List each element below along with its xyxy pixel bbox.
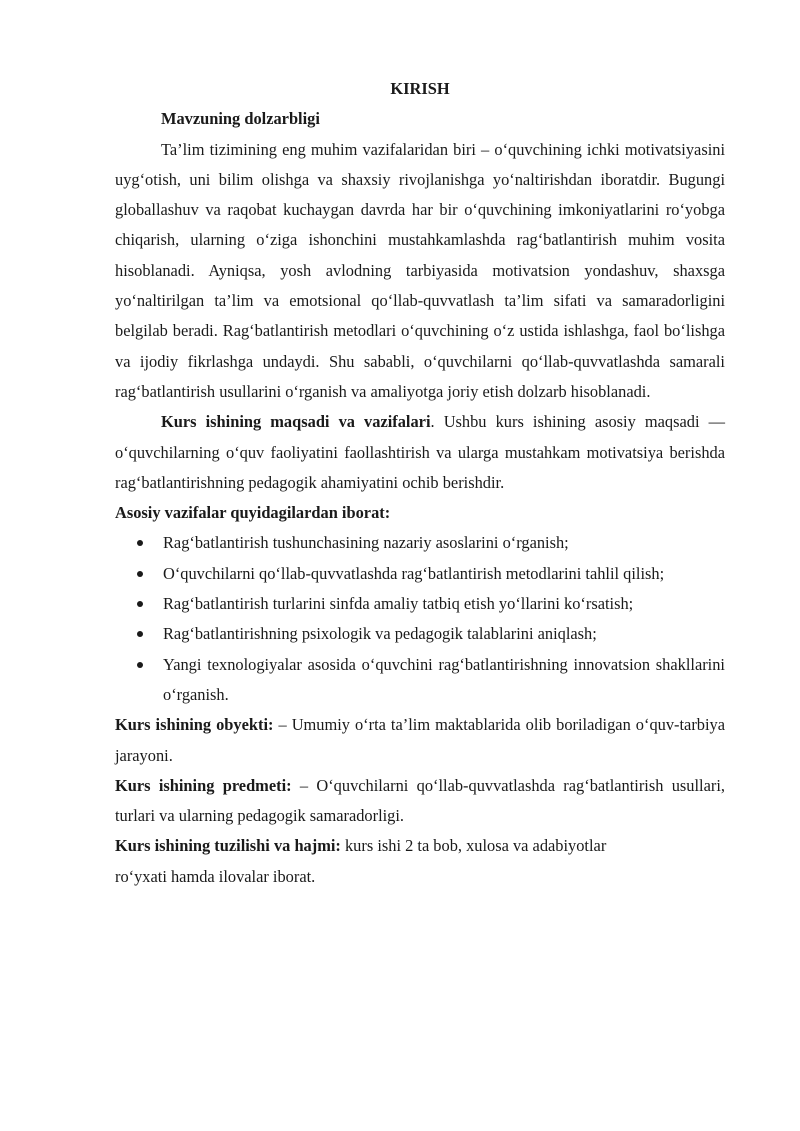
task-text: Rag‘batlantirishning psixologik va pedagogik talablarini aniqlash; (163, 624, 597, 644)
goal-label: Kurs ishining maqsadi va vazifalari (161, 412, 431, 432)
object-text: – Umumiy o‘rta ta’lim maktablarida olib boriladigan o‘quv-tarbiya jarayoni. (115, 715, 725, 765)
page-title: KIRISH (390, 79, 450, 98)
bullet-icon (137, 662, 143, 668)
relevance-paragraph: Ta’lim tizimining eng muhim vazifalaridan biri – o‘quvchining ichki motivatsiyasini uyg‘otish, uni bilim olishga va shaxsiy rivojlanishga yo‘naltirishdan iboratdir. Bugungi globallashuv va raqobat kuchaygan davrda har bir o‘quvchining imkoniyatlarini ro‘yobga chiqarish, ularning o‘ziga ishonchini mustahkamlashda rag‘batlantirish muhim vosita hisoblanadi. Ayniqsa, yosh avlodning tarbiyasida motivatsion yondashuv, shaxsga yo‘naltirilgan ta’lim va emotsional qo‘llab-quvvatlash ta’lim sifati va samaradorligini belgilab beradi. Rag‘batlantirish metodlari o‘quvchining o‘z ustida ishlashga, faol bo‘lishga va ijodiy fikrlashga undaydi. Shu sababli, o‘quvchilarni qo‘llab-quvvatlashda samarali rag‘batlantirish usullarini o‘rganish va amaliyotga joriy etish dolzarb hisoblanadi. (115, 139, 725, 401)
subject-text: – O‘quvchilarni qo‘llab-quvvatlashda rag‘batlantirish usullari, turlari va ularning pedagogik samaradorligi. (115, 775, 725, 826)
task-text: O‘quvchilarni qo‘llab-quvvatlashda rag‘batlantirish metodlarini tahlil qilish; (163, 563, 665, 583)
list-item (163, 528, 725, 558)
document-page (115, 74, 725, 892)
structure-label: Kurs ishining tuzilishi va hajmi: (115, 836, 341, 856)
object-label: Kurs ishining obyekti: (115, 715, 274, 735)
bullet-icon (137, 601, 143, 607)
structure-paragraph (115, 831, 725, 892)
relevance-heading: Mavzuning dolzarbligi (161, 109, 320, 129)
task-text: Rag‘batlantirish tushunchasining nazariy asoslarini o‘rganish; (163, 533, 569, 553)
list-item (163, 559, 725, 589)
structure-text-line2: ro‘yxati hamda ilovalar iborat. (115, 866, 316, 886)
list-item (163, 589, 725, 619)
task-text: Yangi texnologiyalar asosida o‘quvchini rag‘batlantirishning innovatsion shakllarini o‘rganish. (163, 654, 725, 704)
bullet-icon (137, 631, 143, 637)
goal-text: . Ushbu kurs ishining asosiy maqsadi — o‘quvchilarning o‘quv faoliyatini faollashtirish va ularga mustahkam motivatsiya berishda rag‘batlantirishning pedagogik ahamiyatini ochib berishdir. (115, 412, 725, 492)
bullet-icon (137, 571, 143, 577)
task-text: Rag‘batlantirish turlarini sinfda amaliy tatbiq etish yo‘llarini ko‘rsatish; (163, 594, 634, 614)
subject-label: Kurs ishining predmeti: (115, 775, 292, 795)
structure-text-line1: kurs ishi 2 ta bob, xulosa va adabiyotlar (340, 836, 607, 856)
list-item (163, 650, 725, 711)
object-paragraph (115, 710, 725, 771)
list-item (163, 619, 725, 649)
bullet-icon (137, 540, 143, 546)
tasks-heading: Asosiy vazifalar quyidagilardan iborat: (115, 503, 391, 523)
subject-paragraph (115, 771, 725, 832)
tasks-list (115, 528, 725, 710)
goal-paragraph (115, 407, 725, 498)
